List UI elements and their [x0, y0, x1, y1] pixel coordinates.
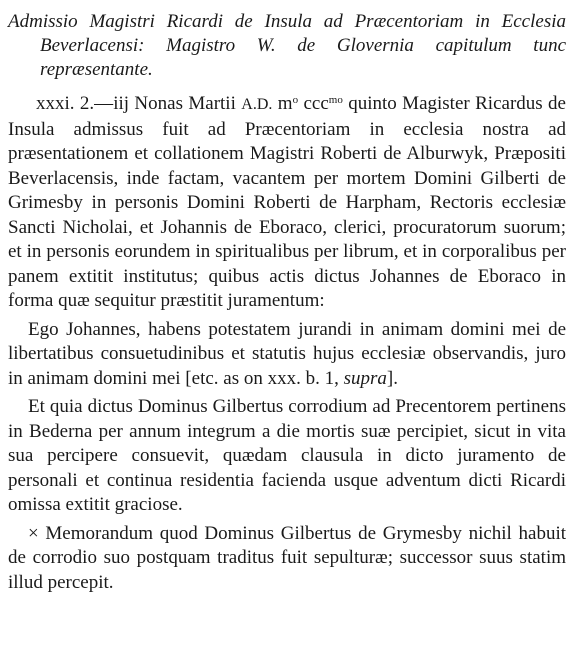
entry-date: iij Nonas Martii	[113, 93, 242, 114]
anno-domini: A.D.	[241, 96, 273, 113]
oath-end: ].	[386, 367, 398, 389]
entry-body: quinto Magister Ricardus de Insula admissus fuit ad Præcentoriam in ecclesia nostra ad præsentationem et collationem Magistri Roberti de Alburwyk, Præpositi Beverlacensis, inde factam, vacantem per mortem Domini Gilberti de Grimesby in personis Domini Roberti de Harpham, Rectoris ecclesiæ Sancti Nicholai, et Johannis de Eboraco, clerici, procuratorum suorum; et in personis eorundem in spiritualibus per librum, et in corporalibus per panem extitit institutus; quibus actis dictus Johannes de Eboraco in forma quæ sequitur præstitit juramentum:	[8, 93, 566, 311]
oath-supra: supra	[343, 367, 387, 389]
clause-paragraph: Et quia dictus Dominus Gilbertus corrodium ad Precentorem pertinens in Bederna per annum integrum a die mortis suæ percipiet, sicut in vita sua percipere consuevit, quædam clausula in dicto juramento de personali et continua residentia facienda usque adventum dicti Ricardi omissa extitit graciose.	[8, 396, 566, 515]
year-ccc-superscript: mo	[328, 94, 343, 106]
entry-paragraph	[8, 92, 566, 314]
year-m-superscript: o	[292, 94, 299, 106]
entry-number: xxxi. 2.—	[36, 93, 114, 114]
memorandum-paragraph: × Memorandum quod Dominus Gilbertus de Grymesby nichil habuit de corrodio suo postquam traditus fuit sepulturæ; successor suus statim illud percepit.	[8, 522, 566, 593]
oath-paragraph	[8, 318, 566, 392]
entry-heading: Admissio Magistri Ricardi de Insula ad Præcentoriam in Ecclesia Beverlacensi: Magistro W. de Glovernia capitulum tunc repræsentante.	[8, 11, 566, 80]
year-m: m	[272, 93, 293, 114]
oath-text: Ego Johannes, habens potestatem jurandi in animam domini mei de libertatibus consuetudinibus et statutis hujus ecclesiæ observandis, juro in animam domini mei [etc. as on xxx. b. 1,	[8, 318, 566, 389]
year-ccc: ccc	[298, 93, 329, 114]
